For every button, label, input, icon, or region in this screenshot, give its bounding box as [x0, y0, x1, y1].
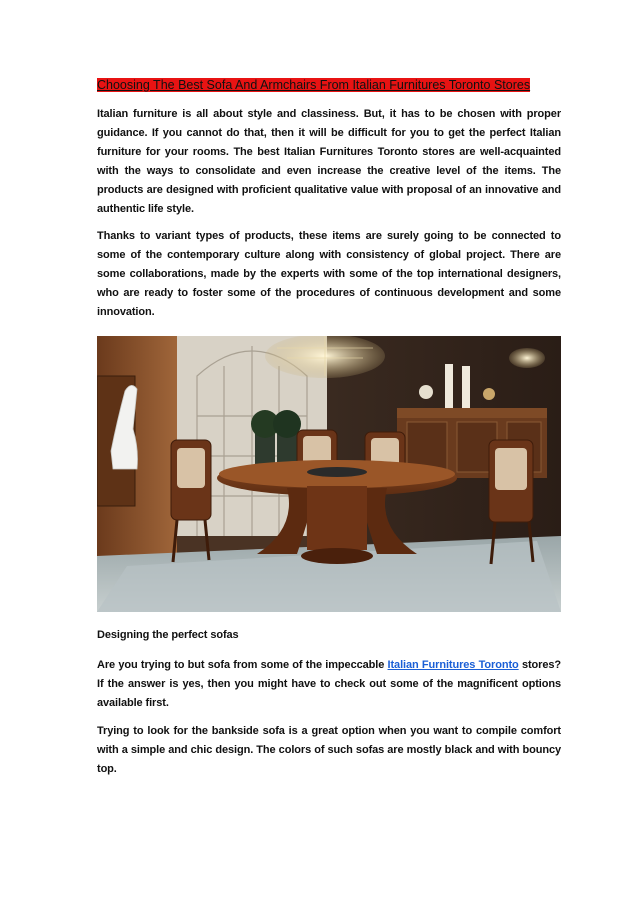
document-title [97, 75, 561, 95]
intro-paragraph: Italian furniture is all about style and classiness. But, it has to be chosen with proper guidance. If you cannot do that, then it will be difficult for you to get the perfect Italian furniture for your rooms. The best Italian Furnitures Toronto stores are well-acquainted with the ways to consolidate and even increase the creative level of the items. The products are designed with proficient qualitative value with proposal of an innovative and authentic life style. [97, 108, 561, 215]
sofa-paragraph [97, 656, 561, 713]
products-paragraph: Thanks to variant types of products, these items are surely going to be connected to some of the contemporary culture along with consistency of global project. There are some collaborations, made by the experts with some of the top international designers, who are ready to foster some of the procedures of continuous development and some innovation. [97, 230, 561, 318]
bankside-sofa-paragraph: Trying to look for the bankside sofa is a great option when you want to compile comfort with a simple and chic design. The colors of such sofas are mostly black and with bouncy top. [97, 725, 561, 775]
sofa-paragraph-before: Are you trying to but sofa from some of the impeccable [97, 659, 388, 671]
document-title-text: Choosing The Best Sofa And Armchairs From Italian Furnitures Toronto Stores [97, 78, 531, 92]
sofa-paragraph-after: stores? If the answer is yes, then you might have to check out some of the magnificent options available first. [97, 659, 561, 709]
document-page [97, 75, 561, 779]
section-subheading: Designing the perfect sofas [97, 629, 239, 641]
italian-furnitures-toronto-link[interactable]: Italian Furnitures Toronto [387, 659, 519, 671]
dining-room-photo [97, 336, 561, 612]
